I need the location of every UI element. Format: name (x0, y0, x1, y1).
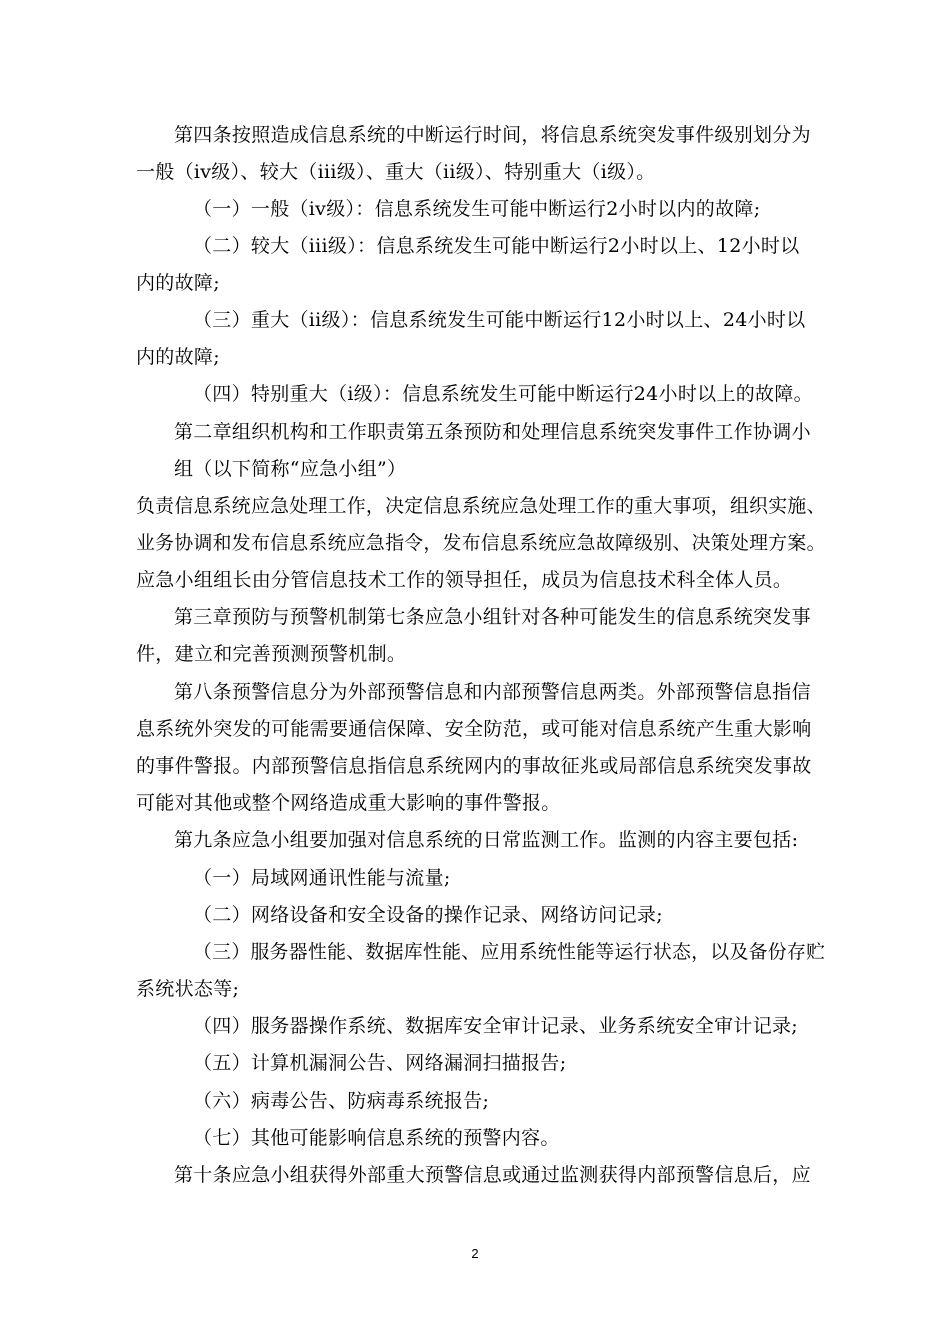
text-line: （四）特别重大（i级）：信息系统发生可能中断运行24小时以上的故障。 (193, 383, 813, 405)
text-line: 第九条应急小组要加强对信息系统的日常监测工作。监测的内容主要包括: (174, 829, 799, 851)
text-line: 可能对其他或整个网络造成重大影响的事件警报。 (136, 792, 561, 814)
text-line: 息系统外突发的可能需要通信保障、安全防范，或可能对信息系统产生重大影响 (136, 718, 812, 740)
text-line: （一）局域网通讯性能与流量; (193, 867, 451, 889)
text-line: 一般（iv级）、较大（iii级）、重大（ii级）、特别重大（i级）。 (136, 161, 656, 183)
text-line: 第三章预防与预警机制第七条应急小组针对各种可能发生的信息系统突发事 (174, 606, 811, 628)
text-line: （四）服务器操作系统、数据库安全审计记录、业务系统安全审计记录; (193, 1015, 799, 1037)
text-line: （二）较大（iii级）：信息系统发生可能中断运行2小时以上、12小时以 (193, 235, 800, 257)
text-line: 的事件警报。内部预警信息指信息系统网内的事故征兆或局部信息系统突发事故 (136, 755, 812, 777)
text-line: 第二章组织机构和工作职责第五条预防和处理信息系统突发事件工作协调小 (174, 421, 811, 443)
text-line: 系统状态等; (136, 978, 240, 1000)
text-line: 第十条应急小组获得外部重大预警信息或通过监测获得内部预警信息后，应 (174, 1164, 811, 1186)
text-line: 件，建立和完善预测预警机制。 (136, 643, 407, 665)
text-line: 业务协调和发布信息系统应急指令，发布信息系统应急故障级别、决策处理方案。 (136, 532, 826, 554)
text-line: 内的故障; (136, 272, 220, 294)
text-line: （三）重大（ii级）：信息系统发生可能中断运行12小时以上、24小时以 (193, 309, 806, 331)
text-line: （三）服务器性能、数据库性能、应用系统性能等运行状态，以及备份存贮 (193, 941, 826, 963)
text-line: （一）一般（iv级）：信息系统发生可能中断运行2小时以内的故障; (193, 198, 761, 220)
text-line: 第四条按照造成信息系统的中断运行时间，将信息系统突发事件级别划分为 (174, 124, 811, 146)
text-line: （二）网络设备和安全设备的操作记录、网络访问记录; (193, 904, 663, 926)
text-line: 第八条预警信息分为外部预警信息和内部预警信息两类。外部预警信息指信 (174, 681, 811, 703)
text-line: （六）病毒公告、防病毒系统报告; (193, 1090, 490, 1112)
text-line: 组（以下简称“应急小组”） (174, 458, 407, 480)
text-line: 应急小组组长由分管信息技术工作的领导担任，成员为信息技术科全体人员。 (136, 569, 793, 591)
text-line: （五）计算机漏洞公告、网络漏洞扫描报告; (193, 1052, 567, 1074)
page-number: 2 (471, 1246, 479, 1261)
text-line: （七）其他可能影响信息系统的预警内容。 (193, 1127, 560, 1149)
text-line: 内的故障; (136, 346, 220, 368)
text-line: 负责信息系统应急处理工作，决定信息系统应急处理工作的重大事项，组织实施、 (136, 495, 826, 517)
